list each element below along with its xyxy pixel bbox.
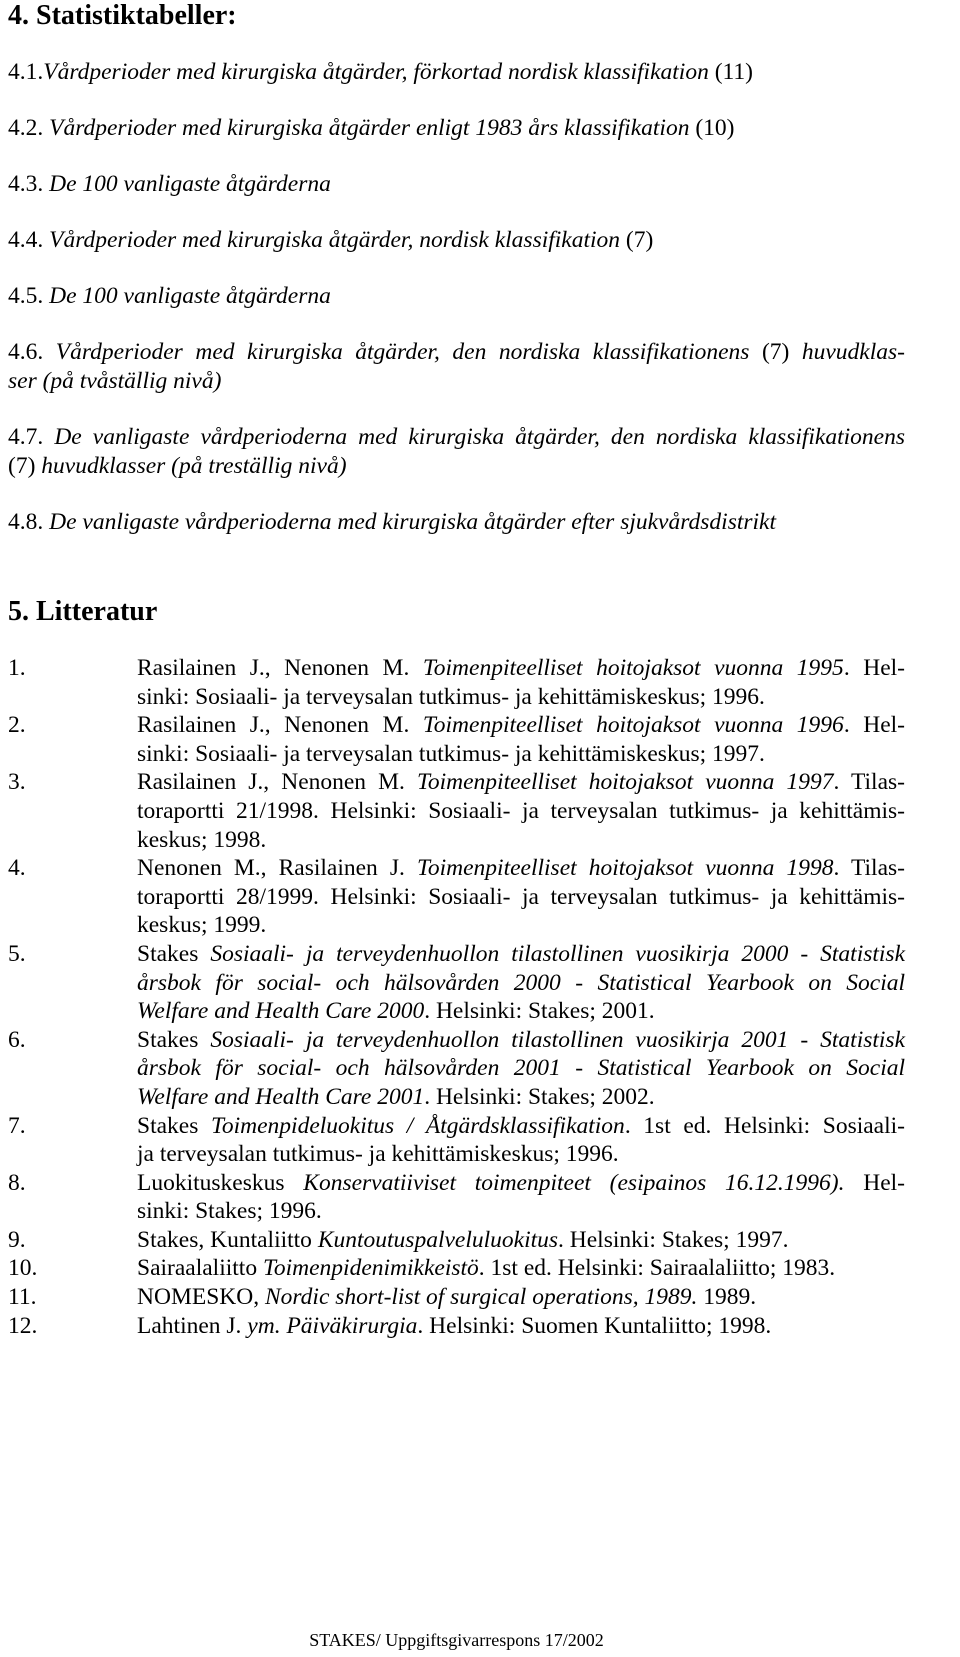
reference-item — [8, 1254, 905, 1283]
reference-item — [8, 711, 905, 768]
reference-number: 12. — [8, 1312, 38, 1339]
text-line — [137, 740, 905, 769]
reference-number: 1. — [8, 655, 26, 681]
table-of-contents-list — [8, 58, 905, 564]
text-line — [137, 683, 905, 712]
reference-text — [137, 1226, 905, 1255]
italic-text: Toimenpiteelliset hoitojaksot vuonna 1996 — [422, 712, 844, 739]
toc-item — [8, 423, 905, 480]
text-run: . Hel- — [843, 655, 905, 681]
text-line — [137, 711, 905, 740]
reference-text — [137, 1169, 905, 1226]
italic-text: Sosiaali- ja terveydenhuollon tilastollinen vuosikirja 2000 - Statistisk — [210, 940, 905, 967]
italic-text: Kuntoutuspalveluluokitus — [317, 1226, 559, 1253]
italic-text: Vårdperioder med kirurgiska åtgärder, den nordiska klassifikationens — [43, 339, 762, 366]
italic-text: Sosiaali- ja terveydenhuollon tilastollinen vuosikirja 2001 - Statistisk — [210, 1026, 905, 1053]
reference-item — [8, 1312, 905, 1341]
text-run: NOMESKO, — [137, 1284, 265, 1311]
italic-text: De 100 vanligaste åtgärderna — [43, 171, 331, 198]
reference-number: 4. — [8, 855, 26, 882]
italic-text: De vanligaste vårdperioderna med kirurgiska åtgärder efter sjukvårdsdistrikt — [43, 508, 776, 535]
text-line — [137, 1254, 905, 1283]
text-run: 4.7. — [8, 424, 44, 451]
italic-text: Vårdperioder med kirurgiska åtgärder, nordisk klassifikation — [43, 227, 626, 254]
text-run: . Helsinki: Stakes; 2002. — [424, 1083, 655, 1110]
text-run: ja terveysalan tutkimus- ja kehittämiskeskus; 1996. — [137, 1141, 619, 1168]
text-run: sinki: Sosiaali- ja terveysalan tutkimus- ja kehittämiskeskus; 1996. — [137, 683, 765, 710]
reference-text — [137, 1283, 905, 1312]
italic-text: Toimenpiteelliset hoitojaksot vuonna 1995 — [422, 655, 844, 681]
text-line — [137, 1054, 905, 1083]
text-run: Nenonen M., Rasilainen J. — [137, 855, 417, 882]
toc-item — [8, 226, 905, 255]
italic-text: Toimenpideluokitus / Åtgärdsklassifikation — [210, 1112, 625, 1139]
text-run: 4.1. — [8, 59, 44, 85]
text-run: toraportti 21/1998. Helsinki: Sosiaali- ja terveysalan tutkimus- ja kehittämis- — [137, 797, 905, 824]
text-run: Stakes — [137, 940, 211, 967]
reference-item — [8, 1169, 905, 1226]
reference-number: 6. — [8, 1026, 26, 1053]
reference-item — [8, 940, 905, 1026]
toc-item — [8, 508, 905, 537]
text-line — [137, 1026, 905, 1055]
text-run: keskus; 1999. — [137, 912, 267, 939]
text-line — [8, 226, 905, 255]
reference-text — [137, 1026, 905, 1112]
text-line — [137, 1197, 905, 1226]
text-line — [137, 1283, 905, 1312]
text-run: sinki: Stakes; 1996. — [137, 1198, 322, 1225]
text-line — [137, 1226, 905, 1255]
reference-item — [8, 768, 905, 854]
text-run: 4.5. — [8, 283, 44, 310]
toc-item — [8, 338, 905, 395]
text-run: Rasilainen J., Nenonen M. — [137, 655, 423, 681]
italic-text: ser (på tvåställig nivå) — [8, 368, 222, 395]
text-line — [137, 940, 905, 969]
toc-item — [8, 58, 905, 87]
text-line — [8, 508, 905, 537]
text-run: Stakes — [137, 1026, 211, 1053]
text-run: Stakes — [137, 1112, 211, 1139]
text-line — [137, 826, 905, 855]
text-line — [137, 654, 905, 683]
text-run: 4.6. — [8, 339, 44, 366]
text-run: sinki: Sosiaali- ja terveysalan tutkimus- ja kehittämiskeskus; 1997. — [137, 740, 765, 767]
reference-text — [137, 1254, 905, 1283]
text-line — [137, 1312, 905, 1341]
text-run: Rasilainen J., Nenonen M. — [137, 769, 417, 796]
reference-number: 9. — [8, 1226, 26, 1253]
italic-text: årsbok för social- och hälsovården 2000 - Statistical Yearbook on Social — [137, 969, 905, 996]
text-line — [137, 1083, 905, 1112]
text-run: . 1st ed. Helsinki: Sosiaali- — [624, 1112, 905, 1139]
text-run: Stakes, Kuntaliitto — [137, 1226, 318, 1253]
text-line — [137, 997, 905, 1026]
text-run: toraportti 28/1999. Helsinki: Sosiaali- ja terveysalan tutkimus- ja kehittämis- — [137, 883, 905, 910]
reference-text — [137, 1312, 905, 1341]
italic-text: huvudklasser (på treställig nivå) — [35, 452, 347, 479]
reference-text — [137, 1112, 905, 1169]
text-run: . Helsinki: Stakes; 1997. — [558, 1226, 789, 1253]
text-run: Luokituskeskus — [137, 1169, 304, 1196]
reference-text — [137, 940, 905, 1026]
reference-item — [8, 1112, 905, 1169]
reference-item — [8, 854, 905, 940]
italic-text: huvudklas- — [789, 339, 905, 366]
reference-text — [137, 854, 905, 940]
page-footer: STAKES/ Uppgiftsgivarrespons 17/2002 — [309, 1630, 604, 1650]
text-run: . Tilas- — [833, 855, 905, 882]
text-run: 4.2. — [8, 115, 44, 142]
text-run: (7) — [625, 227, 654, 254]
text-run: keskus; 1998. — [137, 826, 267, 853]
section-heading-litteratur: 5. Litteratur — [8, 596, 158, 627]
italic-text: årsbok för social- och hälsovården 2001 - Statistical Yearbook on Social — [137, 1055, 905, 1082]
text-run: . Tilas- — [833, 769, 905, 796]
text-run: Rasilainen J., Nenonen M. — [137, 712, 423, 739]
text-run: . Hel- — [843, 712, 905, 739]
text-run: . Helsinki: Suomen Kuntaliitto; 1998. — [417, 1312, 772, 1339]
toc-item — [8, 282, 905, 311]
reference-number: 5. — [8, 940, 26, 967]
reference-number: 10. — [8, 1255, 38, 1282]
reference-item — [8, 1226, 905, 1255]
text-run: Hel- — [844, 1169, 905, 1196]
text-line — [8, 114, 905, 143]
text-line — [137, 969, 905, 998]
italic-text: Welfare and Health Care 2000 — [137, 998, 425, 1025]
italic-text: Vårdperioder med kirurgiska åtgärder, förkortad nordisk klassifikation — [43, 59, 715, 85]
italic-text: Toimenpidenimikkeistö — [262, 1255, 479, 1282]
italic-text: ym. Päiväkirurgia — [247, 1312, 418, 1339]
toc-item — [8, 114, 905, 143]
text-line — [137, 797, 905, 826]
text-line — [8, 170, 905, 199]
text-run: Lahtinen J. — [137, 1312, 248, 1339]
text-line — [137, 768, 905, 797]
italic-text: Welfare and Health Care 2001 — [137, 1083, 425, 1110]
text-run: 4.8. — [8, 508, 44, 535]
reference-item — [8, 654, 905, 711]
text-line — [137, 883, 905, 912]
text-line — [137, 1140, 905, 1169]
italic-text: De 100 vanligaste åtgärderna — [43, 283, 331, 310]
text-line — [8, 58, 905, 87]
section-heading-statistiktabeller: 4. Statistiktabeller: — [8, 0, 237, 31]
text-run: 4.3. — [8, 171, 44, 198]
italic-text: Nordic short-list of surgical operations, 1989. — [264, 1284, 698, 1311]
text-run: . 1st ed. Helsinki: Sairaalaliitto; 1983. — [478, 1255, 836, 1282]
reference-list — [8, 654, 905, 1340]
text-run: Sairaalaliitto — [137, 1255, 263, 1282]
reference-number: 7. — [8, 1112, 26, 1139]
text-line — [8, 452, 905, 481]
text-line — [137, 1169, 905, 1198]
text-line — [8, 367, 905, 396]
reference-number: 2. — [8, 712, 26, 739]
reference-number: 11. — [8, 1284, 37, 1311]
text-line — [137, 911, 905, 940]
text-line — [137, 1112, 905, 1141]
reference-item — [8, 1283, 905, 1312]
reference-text — [137, 768, 905, 854]
reference-text — [137, 711, 905, 768]
text-line — [8, 338, 905, 367]
text-run: . Helsinki: Stakes; 2001. — [424, 998, 655, 1025]
italic-text: De vanligaste vårdperioderna med kirurgiska åtgärder, den nordiska klassifikationens — [43, 424, 905, 451]
italic-text: Toimenpiteelliset hoitojaksot vuonna 1998 — [416, 855, 834, 882]
text-run: (7) — [761, 339, 790, 366]
text-run: (11) — [714, 59, 753, 85]
italic-text: Vårdperioder med kirurgiska åtgärder enligt 1983 års klassifikation — [43, 115, 696, 142]
reference-number: 8. — [8, 1169, 26, 1196]
italic-text: Konservatiiviset toimenpiteet (esipainos 16.12.1996). — [303, 1169, 845, 1196]
toc-item — [8, 170, 905, 199]
italic-text: Toimenpiteelliset hoitojaksot vuonna 1997 — [416, 769, 834, 796]
text-run: 4.4. — [8, 227, 44, 254]
text-line — [8, 423, 905, 452]
text-run: (7) — [8, 452, 36, 479]
text-line — [137, 854, 905, 883]
text-line — [8, 282, 905, 311]
text-run: (10) — [695, 115, 735, 142]
reference-number: 3. — [8, 769, 26, 796]
reference-text — [137, 654, 905, 711]
reference-item — [8, 1026, 905, 1112]
text-run: 1989. — [697, 1284, 757, 1311]
